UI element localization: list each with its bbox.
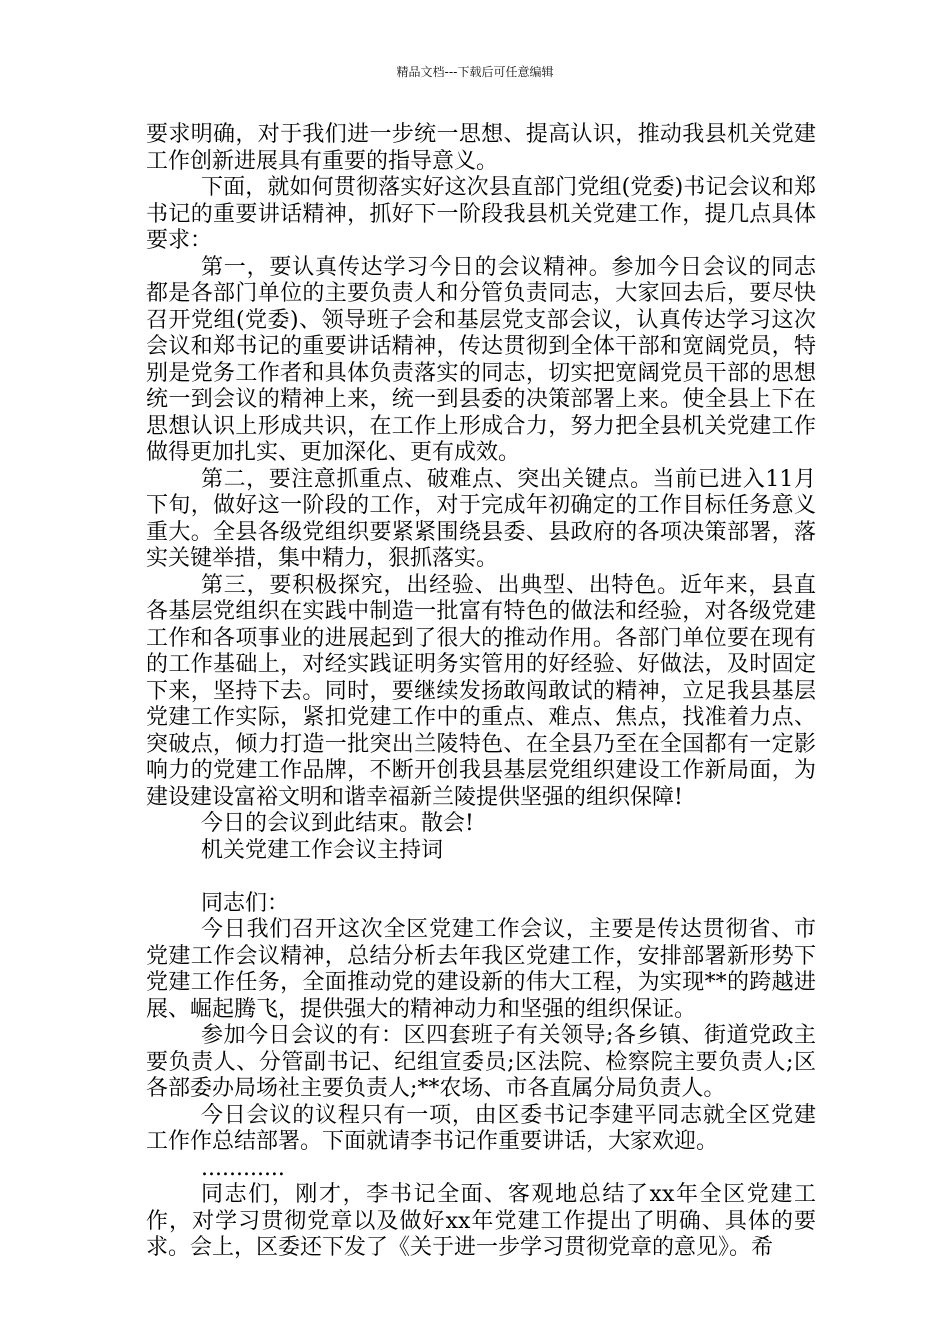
paragraph: 要求明确，对于我们进一步统一思想、提高认识，推动我县机关党建工作创新进展具有重要的指导意义。 [146,122,816,174]
page-header: 精品文档---下载后可任意编辑 [396,65,554,79]
salutation: 同志们： [201,890,290,916]
paragraph: 下面，就如何贯彻落实好这次县直部门党组(党委)书记会议和郑书记的重要讲话精神，抓好下一阶段我县机关党建工作，提几点具体要求： [146,175,816,253]
paragraph: 同志们，刚才，李书记全面、客观地总结了xx年全区党建工作，对学习贯彻党章以及做好xx年党建工作提出了明确、具体的要求。会上，区委还下发了《关于进一步学习贯彻党章的意见》。希 [146,1182,816,1260]
section-title: 机关党建工作会议主持词 [201,837,444,863]
paragraph: 第三，要积极探究，出经验、出典型、出特色。近年来，县直各基层党组织在实践中制造一批富有特色的做法和经验，对各级党建工作和各项事业的进展起到了很大的推动作用。各部门单位要在现有的工作基础上，对经实践证明务实管用的好经验、好做法，及时固定下来，坚持下去。同时，要继续发扬敢闯敢试的精神，立足我县基层党建工作实际，紧扣党建工作中的重点、难点、焦点，找准着力点、突破点，倾力打造一批突出兰陵特色、在全县乃至在全国都有一定影响力的党建工作品牌，不断开创我县基层党组织建设工作新局面，为建设建设富裕文明和谐幸福新兰陵提供坚强的组织保障! [146,572,816,810]
closing-line: 今日的会议到此结束。散会! [201,811,474,836]
paragraph: 第二，要注意抓重点、破难点、突出关键点。当前已进入11月下旬，做好这一阶段的工作，对于完成年初确定的工作目标任务意义重大。全县各级党组织要紧紧围绕县委、县政府的各项决策部署，落实关键举措，集中精力，狠抓落实。 [146,466,816,571]
blank-line [146,864,816,891]
document-body [146,122,816,1262]
paragraph: 第一，要认真传达学习今日的会议精神。参加今日会议的同志都是各部门单位的主要负责人和分管负责同志，大家回去后，要尽快召开党组(党委)、领导班子会和基层党支部会议，认真传达学习这次会议和郑书记的重要讲话精神，传达贯彻到全体干部和宽阔党员，特别是党务工作者和具体负责落实的同志，切实把宽阔党员干部的思想统一到会议的精神上来，统一到县委的决策部署上来。使全县上下在思想认识上形成共识，在工作上形成合力，努力把全县机关党建工作做得更加扎实、更加深化、更有成效。 [146,254,816,465]
ellipsis-line: ............ [201,1155,285,1181]
paragraph: 今日会议的议程只有一项，由区委书记李建平同志就全区党建工作作总结部署。下面就请李书记作重要讲话，大家欢迎。 [146,1102,816,1154]
paragraph: 今日我们召开这次全区党建工作会议，主要是传达贯彻省、市党建工作会议精神，总结分析去年我区党建工作，安排部署新形势下党建工作任务，全面推动党的建设新的伟大工程，为实现**的跨越进展、崛起腾飞，提供强大的精神动力和坚强的组织保证。 [146,917,816,1022]
paragraph: 参加今日会议的有：区四套班子有关领导;各乡镇、街道党政主要负责人、分管副书记、纪组宣委员;区法院、检察院主要负责人;区各部委办局场社主要负责人;**农场、市各直属分局负责人。 [146,1023,816,1101]
